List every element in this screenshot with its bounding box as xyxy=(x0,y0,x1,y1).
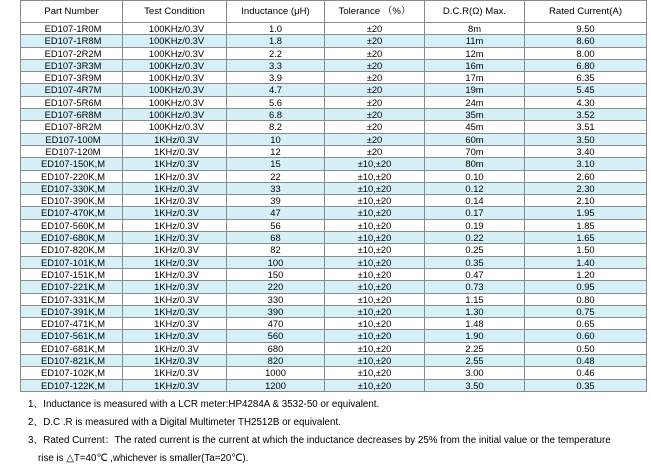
table-row xyxy=(21,281,647,293)
table-row xyxy=(21,72,647,84)
cell-dcr: 0.17 xyxy=(425,207,525,219)
cell-test-condition: 100KHz/0.3V xyxy=(123,96,227,108)
cell-inductance: 470 xyxy=(227,318,325,330)
cell-rated-current: 6.35 xyxy=(525,72,647,84)
header-test-condition: Test Condition xyxy=(123,1,227,23)
cell-tolerance: ±20 xyxy=(325,145,425,157)
cell-test-condition: 1KHz/0.3V xyxy=(123,207,227,219)
table-row xyxy=(21,47,647,59)
cell-part-number: ED107-101K,M xyxy=(21,256,123,268)
cell-test-condition: 1KHz/0.3V xyxy=(123,195,227,207)
cell-inductance: 820 xyxy=(227,355,325,367)
cell-part-number: ED107-330K,M xyxy=(21,182,123,194)
cell-inductance: 56 xyxy=(227,219,325,231)
cell-part-number: ED107-120M xyxy=(21,145,123,157)
table-row xyxy=(21,133,647,145)
header-rated-current: Rated Current(A) xyxy=(525,1,647,23)
cell-dcr: 1.15 xyxy=(425,293,525,305)
cell-inductance: 100 xyxy=(227,256,325,268)
table-row xyxy=(21,170,647,182)
cell-inductance: 150 xyxy=(227,268,325,280)
cell-inductance: 6.8 xyxy=(227,109,325,121)
cell-rated-current: 1.65 xyxy=(525,232,647,244)
cell-rated-current: 8.60 xyxy=(525,35,647,47)
cell-inductance: 8.2 xyxy=(227,121,325,133)
cell-inductance: 10 xyxy=(227,133,325,145)
cell-rated-current: 0.80 xyxy=(525,293,647,305)
cell-inductance: 680 xyxy=(227,342,325,354)
cell-dcr: 0.10 xyxy=(425,170,525,182)
cell-rated-current: 0.95 xyxy=(525,281,647,293)
cell-test-condition: 100KHz/0.3V xyxy=(123,35,227,47)
cell-part-number: ED107-2R2M xyxy=(21,47,123,59)
cell-tolerance: ±10,±20 xyxy=(325,256,425,268)
table-row xyxy=(21,232,647,244)
cell-part-number: ED107-471K,M xyxy=(21,318,123,330)
table-row xyxy=(21,195,647,207)
cell-dcr: 80m xyxy=(425,158,525,170)
cell-rated-current: 1.50 xyxy=(525,244,647,256)
cell-tolerance: ±20 xyxy=(325,72,425,84)
cell-part-number: ED107-1R0M xyxy=(21,23,123,35)
cell-tolerance: ±10,±20 xyxy=(325,342,425,354)
cell-test-condition: 100KHz/0.3V xyxy=(123,121,227,133)
cell-test-condition: 100KHz/0.3V xyxy=(123,72,227,84)
cell-test-condition: 1KHz/0.3V xyxy=(123,244,227,256)
cell-rated-current: 4.30 xyxy=(525,96,647,108)
cell-tolerance: ±10,±20 xyxy=(325,281,425,293)
cell-part-number: ED107-4R7M xyxy=(21,84,123,96)
cell-rated-current: 2.30 xyxy=(525,182,647,194)
cell-rated-current: 5.45 xyxy=(525,84,647,96)
cell-inductance: 82 xyxy=(227,244,325,256)
cell-part-number: ED107-3R3M xyxy=(21,59,123,71)
table-row xyxy=(21,182,647,194)
cell-rated-current: 3.40 xyxy=(525,145,647,157)
cell-tolerance: ±20 xyxy=(325,23,425,35)
cell-rated-current: 1.85 xyxy=(525,219,647,231)
cell-dcr: 3.00 xyxy=(425,367,525,379)
table-body xyxy=(21,23,647,392)
note-inductance-measurement: 1、Inductance is measured with a LCR meter:HP4284A & 3532-50 or equivalent. xyxy=(28,399,380,410)
table-row xyxy=(21,35,647,47)
cell-tolerance: ±10,±20 xyxy=(325,232,425,244)
cell-test-condition: 1KHz/0.3V xyxy=(123,232,227,244)
cell-inductance: 5.6 xyxy=(227,96,325,108)
cell-tolerance: ±10,±20 xyxy=(325,367,425,379)
inductor-spec-table xyxy=(20,0,647,392)
cell-part-number: ED107-1R8M xyxy=(21,35,123,47)
table-row xyxy=(21,244,647,256)
table-row xyxy=(21,158,647,170)
cell-inductance: 560 xyxy=(227,330,325,342)
cell-tolerance: ±10,±20 xyxy=(325,318,425,330)
cell-test-condition: 1KHz/0.3V xyxy=(123,256,227,268)
cell-part-number: ED107-390K,M xyxy=(21,195,123,207)
cell-test-condition: 1KHz/0.3V xyxy=(123,293,227,305)
cell-dcr: 24m xyxy=(425,96,525,108)
footnotes xyxy=(28,396,648,468)
note-rated-current-continued: rise is △T=40℃ ,whichever is smaller(Ta=20℃). xyxy=(38,453,249,464)
table-row xyxy=(21,305,647,317)
cell-inductance: 39 xyxy=(227,195,325,207)
cell-dcr: 19m xyxy=(425,84,525,96)
cell-part-number: ED107-561K,M xyxy=(21,330,123,342)
cell-inductance: 220 xyxy=(227,281,325,293)
cell-tolerance: ±20 xyxy=(325,109,425,121)
cell-tolerance: ±10,±20 xyxy=(325,244,425,256)
cell-test-condition: 1KHz/0.3V xyxy=(123,379,227,391)
cell-dcr: 1.30 xyxy=(425,305,525,317)
cell-test-condition: 100KHz/0.3V xyxy=(123,47,227,59)
cell-part-number: ED107-560K,M xyxy=(21,219,123,231)
cell-inductance: 4.7 xyxy=(227,84,325,96)
table-row xyxy=(21,342,647,354)
cell-part-number: ED107-470K,M xyxy=(21,207,123,219)
cell-tolerance: ±10,±20 xyxy=(325,170,425,182)
cell-inductance: 1200 xyxy=(227,379,325,391)
cell-part-number: ED107-820K,M xyxy=(21,244,123,256)
cell-dcr: 16m xyxy=(425,59,525,71)
cell-tolerance: ±20 xyxy=(325,84,425,96)
cell-rated-current: 3.50 xyxy=(525,133,647,145)
cell-tolerance: ±20 xyxy=(325,35,425,47)
cell-part-number: ED107-221K,M xyxy=(21,281,123,293)
cell-test-condition: 100KHz/0.3V xyxy=(123,109,227,121)
cell-test-condition: 1KHz/0.3V xyxy=(123,330,227,342)
cell-part-number: ED107-8R2M xyxy=(21,121,123,133)
cell-tolerance: ±10,±20 xyxy=(325,207,425,219)
table-row xyxy=(21,318,647,330)
table-row xyxy=(21,23,647,35)
table-row xyxy=(21,145,647,157)
cell-test-condition: 1KHz/0.3V xyxy=(123,158,227,170)
cell-part-number: ED107-122K,M xyxy=(21,379,123,391)
cell-dcr: 1.90 xyxy=(425,330,525,342)
table-row xyxy=(21,355,647,367)
table-row xyxy=(21,268,647,280)
cell-part-number: ED107-5R6M xyxy=(21,96,123,108)
cell-rated-current: 1.20 xyxy=(525,268,647,280)
table-row xyxy=(21,219,647,231)
table-row xyxy=(21,367,647,379)
cell-tolerance: ±10,±20 xyxy=(325,268,425,280)
cell-test-condition: 1KHz/0.3V xyxy=(123,182,227,194)
cell-dcr: 2.25 xyxy=(425,342,525,354)
header-dcr: D.C.R(Ω) Max. xyxy=(425,1,525,23)
cell-rated-current: 8.00 xyxy=(525,47,647,59)
cell-part-number: ED107-391K,M xyxy=(21,305,123,317)
cell-rated-current: 6.80 xyxy=(525,59,647,71)
cell-dcr: 0.12 xyxy=(425,182,525,194)
cell-test-condition: 100KHz/0.3V xyxy=(123,59,227,71)
cell-tolerance: ±20 xyxy=(325,133,425,145)
cell-tolerance: ±20 xyxy=(325,47,425,59)
cell-dcr: 35m xyxy=(425,109,525,121)
cell-tolerance: ±10,±20 xyxy=(325,305,425,317)
cell-test-condition: 1KHz/0.3V xyxy=(123,305,227,317)
cell-rated-current: 0.48 xyxy=(525,355,647,367)
cell-inductance: 12 xyxy=(227,145,325,157)
cell-test-condition: 100KHz/0.3V xyxy=(123,23,227,35)
header-part-number: Part Number xyxy=(21,1,123,23)
cell-part-number: ED107-821K,M xyxy=(21,355,123,367)
cell-rated-current: 3.51 xyxy=(525,121,647,133)
cell-inductance: 15 xyxy=(227,158,325,170)
cell-part-number: ED107-680K,M xyxy=(21,232,123,244)
cell-tolerance: ±20 xyxy=(325,59,425,71)
cell-rated-current: 2.60 xyxy=(525,170,647,182)
cell-rated-current: 0.65 xyxy=(525,318,647,330)
cell-dcr: 70m xyxy=(425,145,525,157)
cell-test-condition: 1KHz/0.3V xyxy=(123,355,227,367)
table-row xyxy=(21,256,647,268)
cell-inductance: 1.0 xyxy=(227,23,325,35)
cell-rated-current: 0.75 xyxy=(525,305,647,317)
cell-part-number: ED107-3R9M xyxy=(21,72,123,84)
cell-dcr: 8m xyxy=(425,23,525,35)
cell-dcr: 45m xyxy=(425,121,525,133)
cell-part-number: ED107-220K,M xyxy=(21,170,123,182)
cell-dcr: 0.73 xyxy=(425,281,525,293)
cell-inductance: 22 xyxy=(227,170,325,182)
cell-inductance: 47 xyxy=(227,207,325,219)
cell-inductance: 1000 xyxy=(227,367,325,379)
cell-test-condition: 1KHz/0.3V xyxy=(123,342,227,354)
cell-dcr: 3.50 xyxy=(425,379,525,391)
table-row xyxy=(21,207,647,219)
cell-part-number: ED107-150K,M xyxy=(21,158,123,170)
cell-inductance: 2.2 xyxy=(227,47,325,59)
cell-rated-current: 3.52 xyxy=(525,109,647,121)
cell-dcr: 2.55 xyxy=(425,355,525,367)
cell-dcr: 1.48 xyxy=(425,318,525,330)
cell-dcr: 60m xyxy=(425,133,525,145)
cell-inductance: 1.8 xyxy=(227,35,325,47)
cell-tolerance: ±10,±20 xyxy=(325,293,425,305)
cell-inductance: 33 xyxy=(227,182,325,194)
table-row xyxy=(21,109,647,121)
cell-test-condition: 100KHz/0.3V xyxy=(123,84,227,96)
table-row xyxy=(21,330,647,342)
cell-dcr: 0.14 xyxy=(425,195,525,207)
table-header-row xyxy=(21,1,647,23)
cell-test-condition: 1KHz/0.3V xyxy=(123,145,227,157)
table-row xyxy=(21,96,647,108)
cell-part-number: ED107-100M xyxy=(21,133,123,145)
cell-tolerance: ±20 xyxy=(325,96,425,108)
cell-rated-current: 3.10 xyxy=(525,158,647,170)
cell-test-condition: 1KHz/0.3V xyxy=(123,367,227,379)
cell-dcr: 0.19 xyxy=(425,219,525,231)
cell-inductance: 68 xyxy=(227,232,325,244)
cell-dcr: 17m xyxy=(425,72,525,84)
cell-rated-current: 2.10 xyxy=(525,195,647,207)
cell-dcr: 12m xyxy=(425,47,525,59)
cell-tolerance: ±10,±20 xyxy=(325,158,425,170)
table-row xyxy=(21,293,647,305)
cell-rated-current: 0.35 xyxy=(525,379,647,391)
cell-rated-current: 1.95 xyxy=(525,207,647,219)
cell-rated-current: 1.40 xyxy=(525,256,647,268)
cell-rated-current: 0.46 xyxy=(525,367,647,379)
note-rated-current: 3、Rated Current：The rated current is the current at which the inductance decreases by 25% from the initial value or the temperature xyxy=(28,435,611,446)
cell-part-number: ED107-331K,M xyxy=(21,293,123,305)
cell-tolerance: ±10,±20 xyxy=(325,330,425,342)
cell-test-condition: 1KHz/0.3V xyxy=(123,318,227,330)
table-row xyxy=(21,379,647,391)
cell-part-number: ED107-151K,M xyxy=(21,268,123,280)
cell-part-number: ED107-681K,M xyxy=(21,342,123,354)
cell-dcr: 0.25 xyxy=(425,244,525,256)
header-inductance: Inductance (μH) xyxy=(227,1,325,23)
note-dcr-measurement: 2、D.C .R is measured with a Digital Multimeter TH2512B or equivalent. xyxy=(28,417,341,428)
cell-inductance: 3.3 xyxy=(227,59,325,71)
cell-test-condition: 1KHz/0.3V xyxy=(123,133,227,145)
cell-part-number: ED107-6R8M xyxy=(21,109,123,121)
cell-inductance: 3.9 xyxy=(227,72,325,84)
cell-dcr: 0.22 xyxy=(425,232,525,244)
cell-tolerance: ±20 xyxy=(325,121,425,133)
cell-part-number: ED107-102K,M xyxy=(21,367,123,379)
cell-dcr: 0.35 xyxy=(425,256,525,268)
cell-rated-current: 9.50 xyxy=(525,23,647,35)
cell-rated-current: 0.50 xyxy=(525,342,647,354)
cell-dcr: 11m xyxy=(425,35,525,47)
cell-test-condition: 1KHz/0.3V xyxy=(123,219,227,231)
cell-tolerance: ±10,±20 xyxy=(325,219,425,231)
cell-test-condition: 1KHz/0.3V xyxy=(123,268,227,280)
header-tolerance: Tolerance （%） xyxy=(325,1,425,23)
cell-rated-current: 0.60 xyxy=(525,330,647,342)
cell-test-condition: 1KHz/0.3V xyxy=(123,170,227,182)
cell-tolerance: ±10,±20 xyxy=(325,182,425,194)
cell-tolerance: ±10,±20 xyxy=(325,195,425,207)
table-row xyxy=(21,84,647,96)
cell-dcr: 0.47 xyxy=(425,268,525,280)
cell-tolerance: ±10,±20 xyxy=(325,379,425,391)
table-row xyxy=(21,121,647,133)
cell-inductance: 330 xyxy=(227,293,325,305)
cell-test-condition: 1KHz/0.3V xyxy=(123,281,227,293)
cell-inductance: 390 xyxy=(227,305,325,317)
cell-tolerance: ±10,±20 xyxy=(325,355,425,367)
table-row xyxy=(21,59,647,71)
